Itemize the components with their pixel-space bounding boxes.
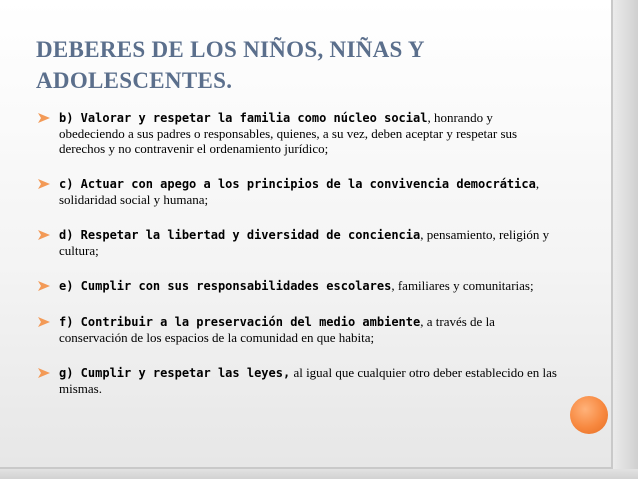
bullet-bold-text: g) Cumplir y respetar las leyes,: [59, 366, 291, 380]
bullet-item: [38, 227, 558, 258]
bottom-frame-line: [0, 467, 612, 469]
bullet-item: [38, 110, 558, 156]
bottom-frame-border: [0, 469, 638, 479]
bullet-text: , solidaridad social y humana;: [59, 176, 540, 207]
orange-arrow-bullet-icon: [38, 113, 50, 123]
slide-title: DEBERES DE LOS NIÑOS, NIÑAS Y ADOLESCENTES.: [36, 37, 424, 93]
bullet-bold-text: d) Respetar la libertad y diversidad de conciencia: [59, 228, 421, 242]
bullet-bold-text: b) Valorar y respetar la familia como núcleo social: [59, 111, 428, 125]
bullet-item: [38, 314, 558, 345]
bullet-text: , familiares y comunitarias;: [391, 278, 534, 293]
bullet-text: , honrando y obedeciendo a sus padres o responsables, quienes, a su vez, deben aceptar y respetar sus derechos y no contravenir el ordenamiento jurídico;: [59, 110, 518, 156]
right-frame-border: [612, 0, 638, 479]
bullet-item: [38, 176, 558, 207]
orange-arrow-bullet-icon: [38, 179, 50, 189]
bullet-list: [38, 110, 558, 416]
orange-arrow-bullet-icon: [38, 368, 50, 378]
bullet-text: , pensamiento, religión y cultura;: [59, 227, 550, 258]
orange-arrow-bullet-icon: [38, 230, 50, 240]
bullet-bold-text: c) Actuar con apego a los principios de la convivencia democrática: [59, 177, 536, 191]
bullet-bold-text: f) Contribuir a la preservación del medio ambiente: [59, 315, 421, 329]
right-frame-line: [611, 0, 613, 479]
bullet-text: , a través de la conservación de los espacios de la comunidad en que habita;: [59, 314, 495, 345]
bullet-text: al igual que cualquier otro deber establecido en las mismas.: [59, 365, 557, 396]
orange-circle-decoration: [570, 396, 608, 434]
orange-arrow-bullet-icon: [38, 281, 50, 291]
orange-arrow-bullet-icon: [38, 317, 50, 327]
bullet-item: [38, 278, 558, 294]
bullet-bold-text: e) Cumplir con sus responsabilidades escolares: [59, 279, 392, 293]
bullet-item: [38, 365, 558, 396]
